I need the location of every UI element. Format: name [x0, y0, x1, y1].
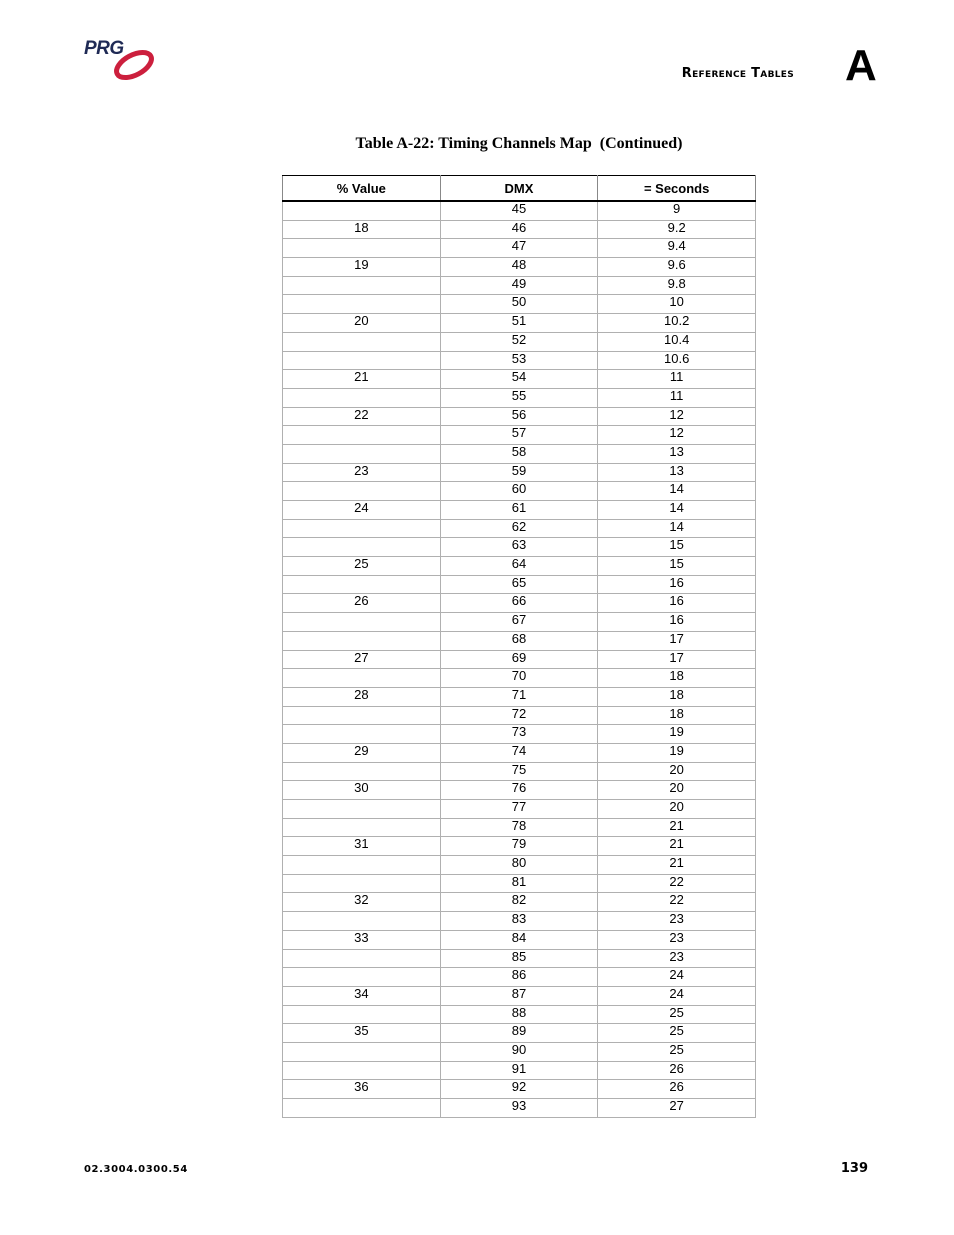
table-row	[283, 650, 756, 669]
cell-percent-value	[283, 800, 441, 819]
cell-seconds: 10.2	[598, 314, 756, 333]
column-header-seconds: = Seconds	[598, 176, 756, 202]
table-row	[283, 351, 756, 370]
cell-dmx: 50	[440, 295, 598, 314]
cell-percent-value	[283, 856, 441, 875]
table-row	[283, 501, 756, 520]
cell-seconds: 14	[598, 519, 756, 538]
cell-seconds: 25	[598, 1024, 756, 1043]
cell-percent-value	[283, 912, 441, 931]
cell-percent-value: 19	[283, 258, 441, 277]
cell-percent-value: 25	[283, 557, 441, 576]
cell-percent-value	[283, 538, 441, 557]
cell-dmx: 85	[440, 949, 598, 968]
cell-seconds: 10.4	[598, 332, 756, 351]
prg-logo	[84, 38, 158, 82]
page-number: 139	[840, 1161, 868, 1176]
cell-percent-value	[283, 519, 441, 538]
cell-dmx: 70	[440, 669, 598, 688]
table-row	[283, 930, 756, 949]
cell-dmx: 81	[440, 874, 598, 893]
table-row	[283, 781, 756, 800]
table-caption: Table A-22: Timing Channels Map (Continued)	[355, 135, 683, 152]
cell-dmx: 68	[440, 631, 598, 650]
cell-percent-value: 30	[283, 781, 441, 800]
cell-dmx: 93	[440, 1099, 598, 1118]
table-row	[283, 893, 756, 912]
cell-percent-value: 36	[283, 1080, 441, 1099]
cell-seconds: 21	[598, 818, 756, 837]
cell-dmx: 88	[440, 1005, 598, 1024]
table-row	[283, 482, 756, 501]
cell-seconds: 16	[598, 613, 756, 632]
cell-dmx: 54	[440, 370, 598, 389]
table-row	[283, 276, 756, 295]
cell-percent-value	[283, 295, 441, 314]
cell-percent-value	[283, 444, 441, 463]
cell-seconds: 11	[598, 388, 756, 407]
cell-percent-value: 33	[283, 930, 441, 949]
cell-percent-value: 29	[283, 743, 441, 762]
table-row	[283, 444, 756, 463]
cell-seconds: 22	[598, 874, 756, 893]
cell-seconds: 23	[598, 912, 756, 931]
cell-seconds: 14	[598, 482, 756, 501]
cell-seconds: 15	[598, 557, 756, 576]
table-row	[283, 557, 756, 576]
cell-seconds: 18	[598, 706, 756, 725]
document-number: 02.3004.0300.54	[84, 1164, 188, 1175]
cell-seconds: 25	[598, 1042, 756, 1061]
table-header-row	[283, 176, 756, 202]
table-row	[283, 295, 756, 314]
cell-percent-value	[283, 482, 441, 501]
cell-percent-value	[283, 1099, 441, 1118]
cell-dmx: 63	[440, 538, 598, 557]
cell-seconds: 11	[598, 370, 756, 389]
table-row	[283, 426, 756, 445]
table-row	[283, 968, 756, 987]
cell-percent-value	[283, 201, 441, 220]
cell-percent-value: 23	[283, 463, 441, 482]
table-row	[283, 725, 756, 744]
cell-dmx: 47	[440, 239, 598, 258]
cell-seconds: 27	[598, 1099, 756, 1118]
logo-swoosh-icon	[112, 46, 158, 82]
cell-percent-value	[283, 725, 441, 744]
table-row	[283, 687, 756, 706]
table-row	[283, 818, 756, 837]
table-row	[283, 613, 756, 632]
cell-dmx: 83	[440, 912, 598, 931]
cell-seconds: 18	[598, 669, 756, 688]
cell-dmx: 61	[440, 501, 598, 520]
cell-percent-value	[283, 1005, 441, 1024]
cell-seconds: 16	[598, 594, 756, 613]
cell-dmx: 74	[440, 743, 598, 762]
table-row	[283, 743, 756, 762]
cell-percent-value	[283, 706, 441, 725]
cell-seconds: 17	[598, 650, 756, 669]
cell-seconds: 10.6	[598, 351, 756, 370]
cell-seconds: 24	[598, 968, 756, 987]
cell-seconds: 14	[598, 501, 756, 520]
cell-dmx: 62	[440, 519, 598, 538]
cell-seconds: 23	[598, 949, 756, 968]
timing-channels-table	[282, 175, 756, 1118]
cell-percent-value	[283, 351, 441, 370]
cell-seconds: 13	[598, 444, 756, 463]
cell-dmx: 59	[440, 463, 598, 482]
cell-dmx: 60	[440, 482, 598, 501]
cell-dmx: 67	[440, 613, 598, 632]
cell-dmx: 48	[440, 258, 598, 277]
table-row	[283, 575, 756, 594]
table-row	[283, 631, 756, 650]
cell-seconds: 19	[598, 743, 756, 762]
cell-seconds: 26	[598, 1080, 756, 1099]
cell-dmx: 78	[440, 818, 598, 837]
cell-percent-value: 22	[283, 407, 441, 426]
cell-seconds: 20	[598, 800, 756, 819]
column-header-percent-value: % Value	[283, 176, 441, 202]
section-title: Reference Tables	[681, 66, 794, 81]
cell-seconds: 24	[598, 986, 756, 1005]
cell-dmx: 90	[440, 1042, 598, 1061]
cell-dmx: 76	[440, 781, 598, 800]
cell-percent-value: 18	[283, 220, 441, 239]
table-row	[283, 1042, 756, 1061]
cell-dmx: 57	[440, 426, 598, 445]
cell-percent-value	[283, 762, 441, 781]
table-row	[283, 239, 756, 258]
cell-dmx: 45	[440, 201, 598, 220]
cell-percent-value: 27	[283, 650, 441, 669]
table-row	[283, 949, 756, 968]
table-row	[283, 800, 756, 819]
table-row	[283, 706, 756, 725]
table-row	[283, 1080, 756, 1099]
table-row	[283, 201, 756, 220]
table-row	[283, 370, 756, 389]
table-row	[283, 1024, 756, 1043]
table-row	[283, 463, 756, 482]
cell-percent-value	[283, 239, 441, 258]
cell-seconds: 9	[598, 201, 756, 220]
table-row	[283, 986, 756, 1005]
cell-dmx: 77	[440, 800, 598, 819]
cell-dmx: 46	[440, 220, 598, 239]
cell-dmx: 49	[440, 276, 598, 295]
cell-percent-value: 28	[283, 687, 441, 706]
table-row	[283, 874, 756, 893]
cell-percent-value	[283, 276, 441, 295]
logo-text: PRG	[84, 38, 124, 59]
cell-dmx: 69	[440, 650, 598, 669]
cell-percent-value: 24	[283, 501, 441, 520]
cell-seconds: 9.4	[598, 239, 756, 258]
cell-percent-value	[283, 388, 441, 407]
cell-seconds: 26	[598, 1061, 756, 1080]
cell-dmx: 82	[440, 893, 598, 912]
table-body	[283, 201, 756, 1117]
table-row	[283, 669, 756, 688]
cell-dmx: 84	[440, 930, 598, 949]
cell-percent-value	[283, 631, 441, 650]
table-row	[283, 519, 756, 538]
table-row	[283, 912, 756, 931]
cell-percent-value: 26	[283, 594, 441, 613]
cell-seconds: 21	[598, 837, 756, 856]
table-row	[283, 332, 756, 351]
cell-dmx: 75	[440, 762, 598, 781]
table-row	[283, 762, 756, 781]
cell-seconds: 9.2	[598, 220, 756, 239]
cell-dmx: 64	[440, 557, 598, 576]
cell-dmx: 73	[440, 725, 598, 744]
cell-percent-value	[283, 1061, 441, 1080]
cell-dmx: 71	[440, 687, 598, 706]
cell-dmx: 58	[440, 444, 598, 463]
cell-dmx: 79	[440, 837, 598, 856]
cell-percent-value	[283, 1042, 441, 1061]
cell-dmx: 53	[440, 351, 598, 370]
cell-seconds: 18	[598, 687, 756, 706]
cell-dmx: 65	[440, 575, 598, 594]
cell-dmx: 91	[440, 1061, 598, 1080]
cell-percent-value: 20	[283, 314, 441, 333]
cell-seconds: 19	[598, 725, 756, 744]
cell-percent-value	[283, 669, 441, 688]
cell-percent-value: 32	[283, 893, 441, 912]
cell-dmx: 92	[440, 1080, 598, 1099]
table-row	[283, 1061, 756, 1080]
table-row	[283, 388, 756, 407]
table-row	[283, 594, 756, 613]
cell-percent-value	[283, 968, 441, 987]
cell-seconds: 10	[598, 295, 756, 314]
cell-seconds: 16	[598, 575, 756, 594]
cell-percent-value	[283, 613, 441, 632]
cell-seconds: 12	[598, 407, 756, 426]
cell-dmx: 89	[440, 1024, 598, 1043]
cell-seconds: 17	[598, 631, 756, 650]
cell-dmx: 80	[440, 856, 598, 875]
cell-dmx: 87	[440, 986, 598, 1005]
table-row	[283, 220, 756, 239]
cell-dmx: 56	[440, 407, 598, 426]
cell-percent-value	[283, 818, 441, 837]
cell-seconds: 9.8	[598, 276, 756, 295]
cell-seconds: 13	[598, 463, 756, 482]
cell-percent-value	[283, 575, 441, 594]
cell-seconds: 12	[598, 426, 756, 445]
cell-percent-value: 21	[283, 370, 441, 389]
cell-dmx: 86	[440, 968, 598, 987]
table-row	[283, 407, 756, 426]
table-row	[283, 1099, 756, 1118]
table-row	[283, 258, 756, 277]
cell-percent-value	[283, 332, 441, 351]
cell-seconds: 9.6	[598, 258, 756, 277]
cell-dmx: 55	[440, 388, 598, 407]
table-row	[283, 1005, 756, 1024]
cell-dmx: 52	[440, 332, 598, 351]
cell-percent-value	[283, 426, 441, 445]
cell-seconds: 21	[598, 856, 756, 875]
cell-percent-value	[283, 949, 441, 968]
cell-seconds: 20	[598, 762, 756, 781]
table-row	[283, 314, 756, 333]
table-row	[283, 856, 756, 875]
cell-dmx: 66	[440, 594, 598, 613]
cell-seconds: 25	[598, 1005, 756, 1024]
cell-dmx: 72	[440, 706, 598, 725]
cell-seconds: 22	[598, 893, 756, 912]
cell-percent-value: 34	[283, 986, 441, 1005]
cell-dmx: 51	[440, 314, 598, 333]
table-row	[283, 538, 756, 557]
cell-seconds: 20	[598, 781, 756, 800]
cell-percent-value: 31	[283, 837, 441, 856]
cell-seconds: 15	[598, 538, 756, 557]
appendix-letter: A	[845, 41, 877, 90]
cell-percent-value: 35	[283, 1024, 441, 1043]
column-header-dmx: DMX	[440, 176, 598, 202]
cell-percent-value	[283, 874, 441, 893]
table-row	[283, 837, 756, 856]
cell-seconds: 23	[598, 930, 756, 949]
